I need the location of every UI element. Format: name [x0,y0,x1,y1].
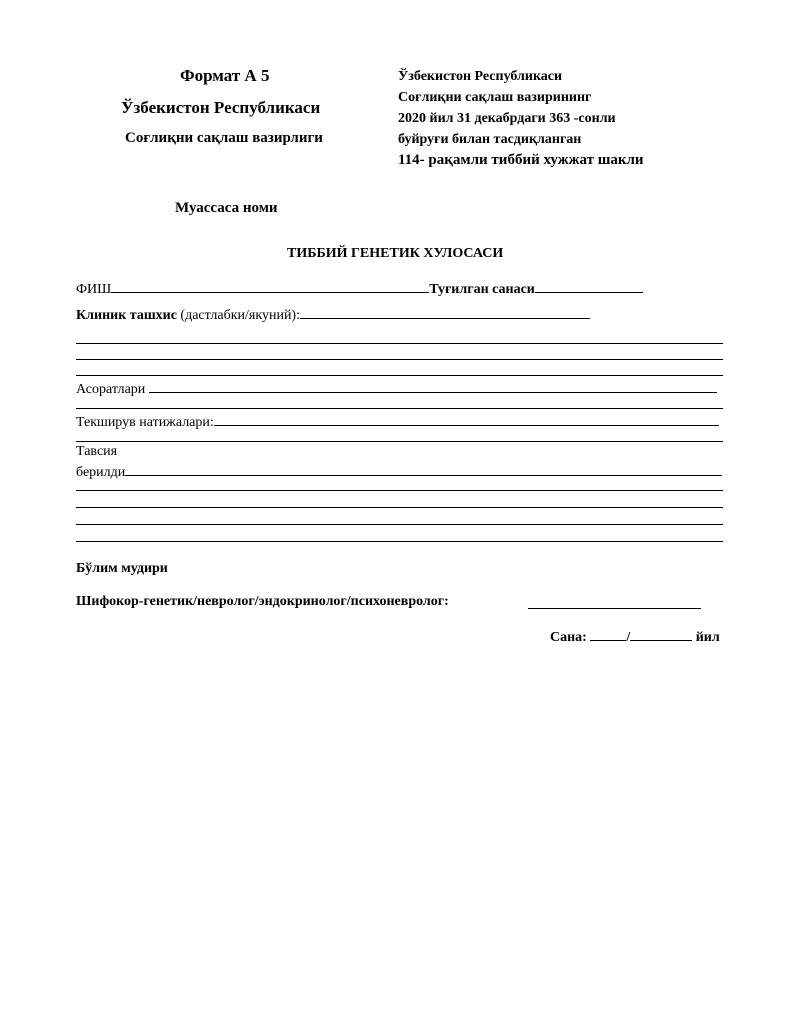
fish-row [76,278,643,298]
date-day-month-field[interactable] [590,626,626,641]
date-separator: / [626,630,631,645]
doctor-label: Шифокор-генетик/невролог/эндокринолог/психоневролог: [76,594,449,609]
complications-label: Асоратлари [76,382,146,397]
fish-field[interactable] [111,278,429,293]
date-row [550,626,720,646]
results-field[interactable] [214,411,719,426]
recommendation-row [76,461,722,481]
diagnosis-line-1[interactable] [76,343,723,344]
recommendation-line-3[interactable] [76,524,723,525]
diagnosis-line-2[interactable] [76,359,723,360]
recommendation-label-2: берилди [76,465,126,480]
approval-line-5: 114- рақамли тиббий хужжат шакли [398,152,644,168]
approval-line-4: буйруғи билан тасдиқланган [398,132,582,147]
birth-date-field[interactable] [535,278,643,293]
approval-line-1: Ўзбекистон Республикаси [398,69,563,84]
birth-date-label: Туғилган санаси [429,282,535,297]
recommendation-field[interactable] [125,461,722,476]
complications-row [76,378,717,398]
republic-label: Ўзбекистон Республикаси [121,98,321,117]
diagnosis-label: Клиник ташхис [76,308,177,323]
diagnosis-row [76,304,590,324]
fish-label: ФИШ [76,282,112,297]
recommendation-line-4[interactable] [76,541,723,542]
format-label: Формат А 5 [180,66,270,85]
institution-label: Муассаса номи [175,200,278,216]
approval-line-3: 2020 йил 31 декабрдаги 363 -сонли [398,111,616,126]
approval-line-2: Соғлиқни сақлаш вазирининг [398,90,592,105]
approval-block [398,66,644,171]
date-label: Сана: [550,630,587,645]
results-row [76,411,719,431]
results-label: Текширув натижалари: [76,415,214,430]
doctor-signature-field[interactable] [528,594,701,609]
results-line[interactable] [76,441,723,442]
recommendation-line-2[interactable] [76,507,723,508]
head-of-department-label: Бўлим мудири [76,561,168,576]
diagnosis-field[interactable] [300,304,590,319]
date-year-field[interactable] [630,626,692,641]
ministry-label: Соғлиқни сақлаш вазирлиги [125,130,323,146]
year-label: йил [695,630,720,645]
diagnosis-line-3[interactable] [76,375,723,376]
document-title: ТИББИЙ ГЕНЕТИК ХУЛОСАСИ [287,246,504,261]
recommendation-line-1[interactable] [76,490,723,491]
recommendation-label-1: Тавсия [76,444,118,459]
complications-line[interactable] [76,408,723,409]
complications-field[interactable] [149,378,717,393]
diagnosis-hint: (дастлабки/якуний): [180,308,300,323]
